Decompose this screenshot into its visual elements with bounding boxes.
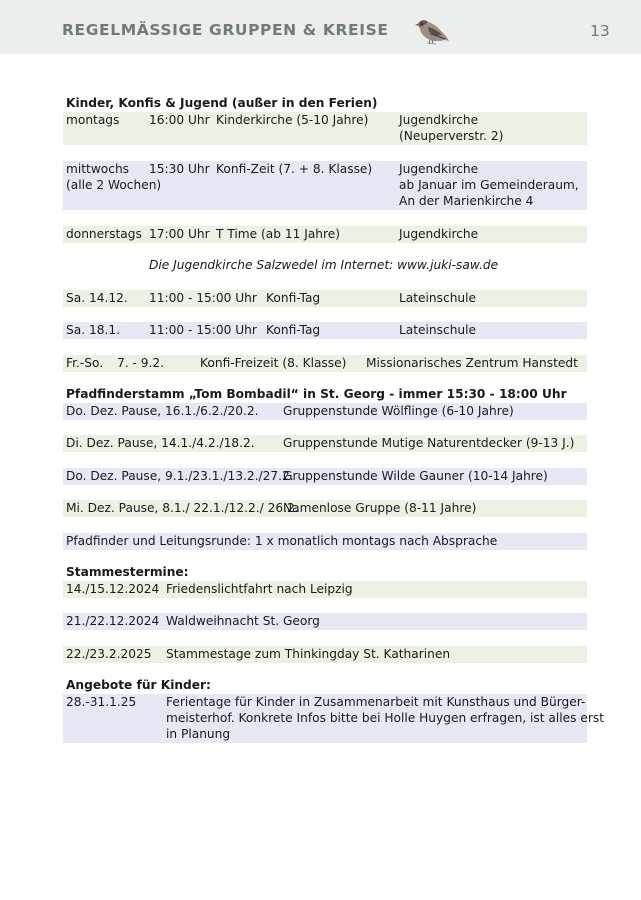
table-row xyxy=(63,322,587,339)
place-cell: Lateinschule xyxy=(399,323,477,337)
table-row xyxy=(63,226,587,243)
place-cell: ab Januar im Gemeinderaum, xyxy=(399,178,579,192)
time-cell: 11:00 - 15:00 Uhr xyxy=(149,323,257,337)
date-cell: Fr.-So. xyxy=(66,356,104,370)
place-cell: Missionarisches Zentrum Hanstedt xyxy=(366,356,578,370)
group-cell: Gruppenstunde Wilde Gauner (10-14 Jahre) xyxy=(283,469,548,483)
place-cell: An der Marienkirche 4 xyxy=(399,194,534,208)
sparrow-bird-icon xyxy=(414,14,450,48)
table-row xyxy=(63,290,587,307)
event-cell: Kinderkirche (5-10 Jahre) xyxy=(216,113,369,127)
time-cell: 11:00 - 15:00 Uhr xyxy=(149,291,257,305)
time-cell: 7. - 9.2. xyxy=(117,356,165,370)
page-header xyxy=(0,0,641,54)
date-cell: 14./15.12.2024 xyxy=(66,582,160,596)
time-cell: 17:00 Uhr xyxy=(149,227,210,241)
group-cell: Namenlose Gruppe (8-11 Jahre) xyxy=(283,501,477,515)
section-heading-angebote: Angebote für Kinder: xyxy=(66,678,211,692)
place-cell: Lateinschule xyxy=(399,291,477,305)
description-line: Ferientage für Kinder in Zusammenarbeit mit Kunsthaus und Bürger- xyxy=(166,695,586,709)
date-cell: 21./22.12.2024 xyxy=(66,614,160,628)
date-cell: Sa. 14.12. xyxy=(66,291,128,305)
when-cell: Di. Dez. Pause, 14.1./4.2./18.2. xyxy=(66,436,255,450)
day-cell: donnerstags xyxy=(66,227,142,241)
table-row xyxy=(63,581,587,598)
date-cell: Sa. 18.1. xyxy=(66,323,120,337)
place-cell: Jugendkirche xyxy=(399,227,479,241)
date-cell: 28.-31.1.25 xyxy=(66,695,137,709)
day-cell: mittwochs xyxy=(66,162,130,176)
description-line: in Planung xyxy=(166,727,231,741)
page-title: REGELMÄSSIGE GRUPPEN & KREISE xyxy=(62,21,389,39)
description-line: meisterhof. Konkrete Infos bitte bei Holle Huygen erfragen, ist alles erst xyxy=(166,711,605,725)
event-cell: Friedenslichtfahrt nach Leipzig xyxy=(166,582,353,596)
place-cell: Jugendkirche xyxy=(399,162,479,176)
time-cell: 16:00 Uhr xyxy=(149,113,210,127)
time-cell: 15:30 Uhr xyxy=(149,162,210,176)
group-cell: Gruppenstunde Mutige Naturentdecker (9-13 J.) xyxy=(283,436,575,450)
day-cell: montags xyxy=(66,113,120,127)
table-row xyxy=(63,161,587,210)
table-row xyxy=(63,533,587,550)
event-cell: T Time (ab 11 Jahre) xyxy=(216,227,341,241)
place-cell: Jugendkirche xyxy=(399,113,479,127)
table-row xyxy=(63,468,587,485)
event-cell: Stammestage zum Thinkingday St. Katharinen xyxy=(166,647,451,661)
event-cell: Konfi-Zeit (7. + 8. Klasse) xyxy=(216,162,373,176)
when-cell: Do. Dez. Pause, 9.1./23.1./13.2./27.2. xyxy=(66,469,294,483)
date-cell: 22./23.2.2025 xyxy=(66,647,152,661)
section-heading-stamm: Stammestermine: xyxy=(66,565,189,579)
event-cell: Konfi-Tag xyxy=(266,323,321,337)
table-row xyxy=(63,646,587,663)
place-cell: (Neuperverstr. 2) xyxy=(399,129,504,143)
table-row xyxy=(63,355,587,372)
leitung-cell: Pfadfinder und Leitungsrunde: 1 x monatlich montags nach Absprache xyxy=(66,534,498,548)
table-row xyxy=(63,435,587,452)
table-row xyxy=(63,112,587,145)
when-cell: Do. Dez. Pause, 16.1./6.2./20.2. xyxy=(66,404,259,418)
table-row xyxy=(63,403,587,420)
event-cell: Konfi-Tag xyxy=(266,291,321,305)
table-row xyxy=(63,500,587,517)
group-cell: Gruppenstunde Wölflinge (6-10 Jahre) xyxy=(283,404,514,418)
table-row xyxy=(63,613,587,630)
section-heading-pfadfinder: Pfadfinderstamm „Tom Bombadil“ in St. Georg - immer 15:30 - 18:00 Uhr xyxy=(66,387,567,401)
event-cell: Konfi-Freizeit (8. Klasse) xyxy=(200,356,347,370)
page-number: 13 xyxy=(590,22,610,40)
table-row xyxy=(63,694,605,743)
section-heading-kinder: Kinder, Konfis & Jugend (außer in den Ferien) xyxy=(66,96,378,110)
website-note: Die Jugendkirche Salzwedel im Internet: www.juki-saw.de xyxy=(149,258,499,272)
day-note-cell: (alle 2 Wochen) xyxy=(66,178,162,192)
when-cell: Mi. Dez. Pause, 8.1./ 22.1./12.2./ 26.2. xyxy=(66,501,299,515)
event-cell: Waldweihnacht St. Georg xyxy=(166,614,320,628)
